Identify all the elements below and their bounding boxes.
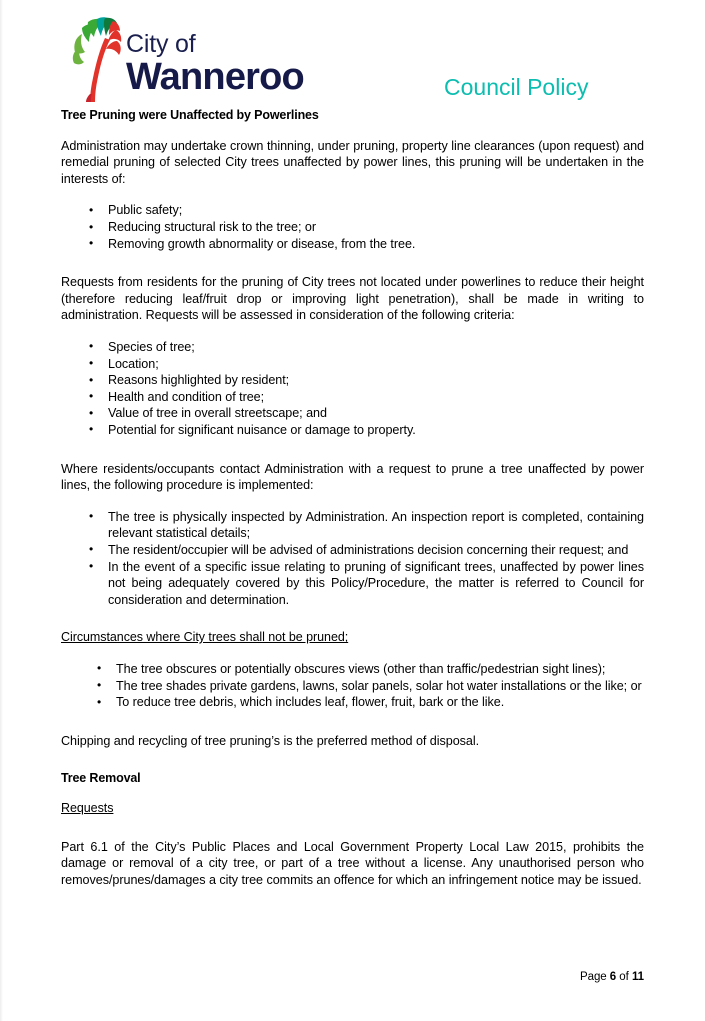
document-body bbox=[61, 108, 644, 903]
requests-paragraph: Requests from residents for the pruning of City trees not located under powerlines to reduce their height (therefore reducing leaf/fruit drop or improving light penetration), shall be made in writing to administration. Requests will be assessed in consideration of the following criteria: bbox=[61, 275, 644, 323]
list-item: • The tree obscures or potentially obscures views (other than traffic/pedestrian sight lines); bbox=[61, 661, 644, 678]
spacer bbox=[61, 267, 644, 274]
list-item: • The tree is physically inspected by Administration. An inspection report is completed, containing relevant statistical details; bbox=[61, 509, 644, 542]
requests-heading: Requests bbox=[61, 800, 114, 815]
footer-page-total: 11 bbox=[631, 971, 644, 983]
list-item: • The tree shades private gardens, lawns, solar panels, solar hot water installations or the like; or bbox=[61, 678, 644, 695]
logo-wanneroo-text: Wanneroo bbox=[126, 56, 304, 98]
footer-page-prefix: Page bbox=[579, 971, 610, 983]
header-title: Council Policy bbox=[444, 74, 589, 100]
spacer bbox=[61, 726, 644, 733]
list-item: • Public safety; bbox=[61, 202, 644, 219]
tree-removal-heading: Tree Removal bbox=[61, 771, 141, 786]
document-header bbox=[0, 0, 705, 104]
list-item: • Reasons highlighted by resident; bbox=[61, 372, 644, 389]
law-paragraph: Part 6.1 of the City’s Public Places and Local Government Property Local Law 2015, prohibits the damage or removal of a city tree, or part of a tree without a license. Any unauthorised person who removes/prunes/damages a city tree commits an offence for which an infringement notice may be issued. bbox=[61, 839, 644, 887]
interests-list bbox=[61, 202, 644, 252]
circumstances-heading: Circumstances where City trees shall not be pruned; bbox=[61, 630, 349, 645]
section-heading-tree-pruning: Tree Pruning were Unaffected by Powerlines bbox=[61, 108, 319, 122]
footer-page-middle: of bbox=[616, 971, 632, 983]
intro-paragraph: Administration may undertake crown thinning, under pruning, property line clearances (upon request) and remedial pruning of selected City trees unaffected by power lines, this pruning will be undertaken in the interests of: bbox=[61, 138, 644, 186]
spacer bbox=[61, 764, 644, 771]
list-item: • Location; bbox=[61, 356, 644, 373]
chipping-paragraph: Chipping and recycling of tree pruning’s is the preferred method of disposal. bbox=[61, 733, 480, 748]
spacer bbox=[61, 832, 644, 839]
list-item: • Potential for significant nuisance or damage to property. bbox=[61, 422, 644, 439]
list-item: • Species of tree; bbox=[61, 339, 644, 356]
criteria-list bbox=[61, 339, 644, 439]
kangaroo-paw-logo-icon bbox=[72, 16, 124, 102]
spacer bbox=[61, 454, 644, 461]
spacer bbox=[61, 623, 644, 630]
list-item: • In the event of a specific issue relating to pruning of significant trees, unaffected by power lines not being adequately covered by this Policy/Procedure, the matter is referred to Council for consideration and determination. bbox=[61, 559, 644, 609]
circumstances-list bbox=[61, 661, 644, 711]
logo-wordmark bbox=[126, 16, 304, 96]
page-footer bbox=[61, 971, 644, 983]
list-item: • Reducing structural risk to the tree; or bbox=[61, 219, 644, 236]
list-item: • To reduce tree debris, which includes leaf, flower, fruit, bark or the like. bbox=[61, 694, 644, 711]
list-item: • Removing growth abnormality or disease, from the tree. bbox=[61, 236, 644, 253]
list-item: • The resident/occupier will be advised of administrations decision concerning their request; and bbox=[61, 542, 644, 559]
footer-page-number: 6 bbox=[609, 971, 617, 983]
list-item: • Health and condition of tree; bbox=[61, 389, 644, 406]
city-of-wanneroo-logo bbox=[72, 16, 304, 102]
procedure-list bbox=[61, 509, 644, 609]
procedure-paragraph: Where residents/occupants contact Administration with a request to prune a tree unaffected by power lines, the following procedure is implemented: bbox=[61, 461, 644, 493]
logo-city-text: City of bbox=[126, 30, 196, 58]
list-item: • Value of tree in overall streetscape; and bbox=[61, 405, 644, 422]
